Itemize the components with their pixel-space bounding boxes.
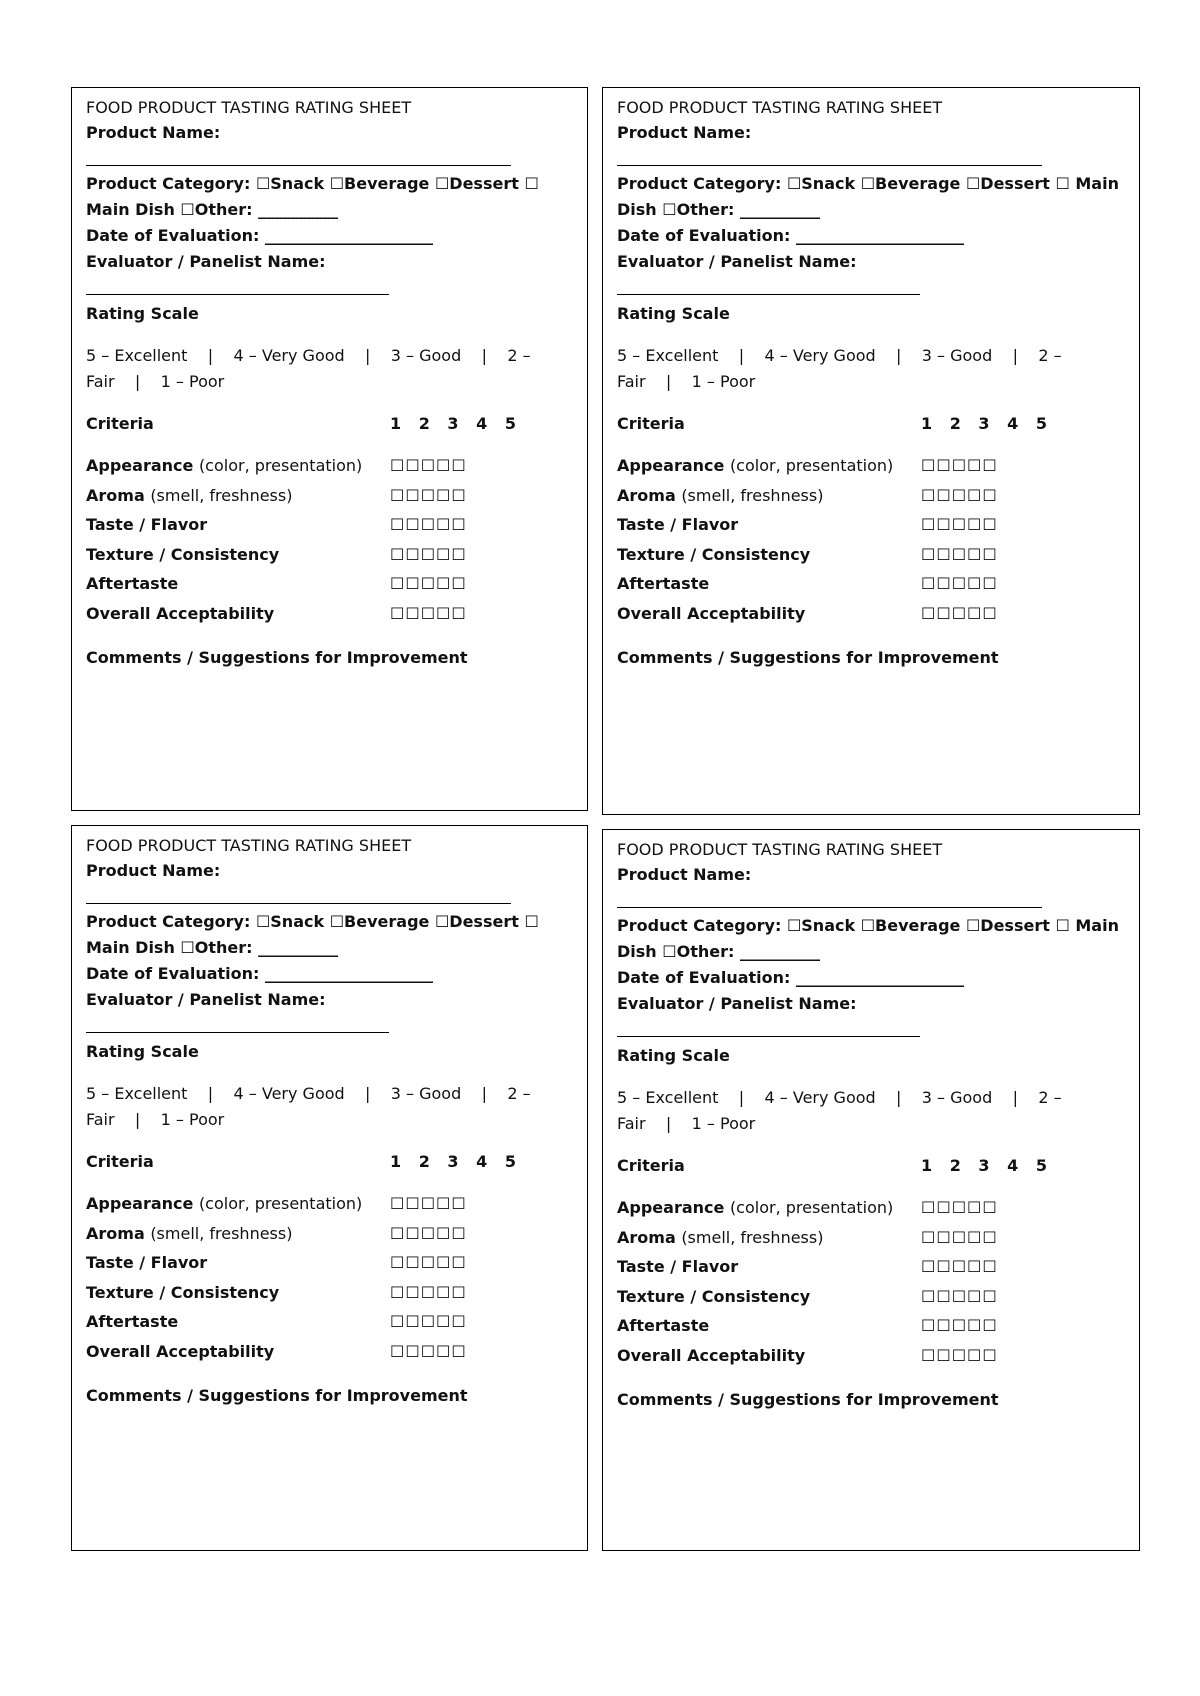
- rating-sheet-card-2: [602, 87, 1140, 815]
- criteria-name: Aftertaste: [86, 1312, 179, 1331]
- date-field[interactable]: _____________________: [796, 226, 964, 245]
- product-name-label: Product Name:: [617, 865, 752, 884]
- criteria-name: Taste / Flavor: [86, 1253, 208, 1272]
- score-checkboxes[interactable]: ☐☐☐☐☐: [390, 1342, 467, 1361]
- product-category-row-2: Main Dish ☐Other: __________: [86, 938, 339, 957]
- category-checkbox-other[interactable]: ☐: [662, 200, 677, 219]
- comments-label: Comments / Suggestions for Improvement: [86, 1386, 468, 1405]
- rating-scale-line-2: Fair | 1 – Poor: [617, 1114, 756, 1133]
- criteria-row-5: [86, 1342, 274, 1362]
- criteria-row-0: [86, 456, 362, 476]
- criteria-note: (smell, freshness): [681, 486, 824, 505]
- product-name-field[interactable]: [86, 903, 511, 904]
- comments-area[interactable]: [86, 678, 566, 788]
- score-checkboxes[interactable]: ☐☐☐☐☐: [390, 604, 467, 623]
- criteria-row-2: [86, 1253, 207, 1273]
- criteria-note: (color, presentation): [729, 456, 894, 475]
- score-checkboxes[interactable]: ☐☐☐☐☐: [921, 1198, 998, 1217]
- criteria-row-0: [86, 1194, 362, 1214]
- category-checkbox-snack[interactable]: ☐: [255, 174, 271, 193]
- sheet-title: FOOD PRODUCT TASTING RATING SHEET: [617, 98, 943, 117]
- criteria-name: Aroma: [86, 486, 145, 505]
- main-word: Main: [1075, 174, 1119, 193]
- category-checkbox-dessert[interactable]: ☐: [965, 174, 981, 193]
- date-field[interactable]: _____________________: [796, 968, 964, 987]
- criteria-name: Taste / Flavor: [86, 515, 208, 534]
- evaluator-label: Evaluator / Panelist Name:: [617, 994, 857, 1013]
- criteria-name: Appearance: [617, 1198, 725, 1217]
- score-checkboxes[interactable]: ☐☐☐☐☐: [921, 545, 998, 564]
- criteria-row-3: [86, 1283, 279, 1303]
- rating-sheet-card-3: [71, 825, 588, 1551]
- product-category-row-1: Product Category: ☐Snack ☐Beverage ☐Dessert ☐: [86, 174, 539, 193]
- criteria-note: (color, presentation): [729, 1198, 894, 1217]
- criteria-row-0: [617, 456, 893, 476]
- criteria-label: Criteria: [617, 414, 685, 433]
- criteria-row-5: [617, 1346, 805, 1366]
- score-checkboxes[interactable]: ☐☐☐☐☐: [390, 574, 467, 593]
- category-checkbox-main-dish[interactable]: ☐: [1055, 174, 1070, 193]
- criteria-name: Taste / Flavor: [617, 515, 739, 534]
- comments-area[interactable]: [617, 678, 1097, 788]
- date-field[interactable]: _____________________: [265, 226, 433, 245]
- score-checkboxes[interactable]: ☐☐☐☐☐: [390, 486, 467, 505]
- category-checkbox-snack[interactable]: ☐: [786, 916, 802, 935]
- criteria-row-1: [617, 486, 823, 506]
- criteria-name: Overall Acceptability: [86, 1342, 275, 1361]
- score-checkboxes[interactable]: ☐☐☐☐☐: [921, 456, 998, 475]
- criteria-name: Texture / Consistency: [617, 1287, 811, 1306]
- product-name-field[interactable]: [617, 907, 1042, 908]
- criteria-note: (smell, freshness): [150, 1224, 293, 1243]
- rating-sheet-card-4: [602, 829, 1140, 1551]
- rating-scale-line-1: 5 – Excellent | 4 – Very Good | 3 – Good | 2 –: [617, 1088, 1062, 1107]
- score-checkboxes[interactable]: ☐☐☐☐☐: [921, 574, 998, 593]
- criteria-name: Texture / Consistency: [617, 545, 811, 564]
- sheet-title: FOOD PRODUCT TASTING RATING SHEET: [86, 98, 412, 117]
- category-checkbox-other[interactable]: ☐: [180, 938, 195, 957]
- evaluator-label: Evaluator / Panelist Name:: [86, 990, 326, 1009]
- product-category-row-1: Product Category: ☐Snack ☐Beverage ☐Dessert ☐ Main: [617, 916, 1119, 935]
- criteria-row-3: [617, 1287, 810, 1307]
- category-checkbox-snack[interactable]: ☐: [255, 912, 271, 931]
- score-checkboxes[interactable]: ☐☐☐☐☐: [921, 1228, 998, 1247]
- product-name-label: Product Name:: [86, 861, 221, 880]
- evaluator-field[interactable]: [86, 1032, 389, 1033]
- other-field[interactable]: __________: [258, 938, 339, 957]
- criteria-note: (color, presentation): [198, 1194, 363, 1213]
- product-name-label: Product Name:: [617, 123, 752, 142]
- other-field[interactable]: __________: [258, 200, 339, 219]
- product-name-field[interactable]: [86, 165, 511, 166]
- other-field[interactable]: __________: [739, 200, 820, 219]
- main-word: Main: [1075, 916, 1119, 935]
- category-checkbox-main-dish[interactable]: ☐: [524, 174, 539, 193]
- category-checkbox-other[interactable]: ☐: [180, 200, 195, 219]
- criteria-row-4: [86, 1312, 178, 1332]
- sheet-title: FOOD PRODUCT TASTING RATING SHEET: [617, 840, 943, 859]
- score-checkboxes[interactable]: ☐☐☐☐☐: [921, 486, 998, 505]
- score-checkboxes[interactable]: ☐☐☐☐☐: [390, 545, 467, 564]
- criteria-name: Aroma: [617, 1228, 676, 1247]
- rating-scale-line-2: Fair | 1 – Poor: [86, 1110, 225, 1129]
- product-category-row-1: Product Category: ☐Snack ☐Beverage ☐Dessert ☐: [86, 912, 539, 931]
- comments-label: Comments / Suggestions for Improvement: [617, 1390, 999, 1409]
- criteria-name: Aroma: [617, 486, 676, 505]
- product-category-row-2: Dish ☐Other: __________: [617, 942, 820, 961]
- criteria-note: (smell, freshness): [681, 1228, 824, 1247]
- criteria-name: Taste / Flavor: [617, 1257, 739, 1276]
- product-category-row-2: Dish ☐Other: __________: [617, 200, 820, 219]
- comments-area[interactable]: [617, 1420, 1097, 1530]
- category-checkbox-dessert[interactable]: ☐: [434, 174, 450, 193]
- criteria-row-4: [86, 574, 178, 594]
- criteria-name: Overall Acceptability: [617, 1346, 806, 1365]
- date-row: Date of Evaluation: _____________________: [617, 968, 964, 987]
- score-header: 1 2 3 4 5: [921, 414, 1053, 433]
- score-checkboxes[interactable]: ☐☐☐☐☐: [921, 1346, 998, 1365]
- other-field[interactable]: __________: [739, 942, 820, 961]
- date-row: Date of Evaluation: _____________________: [86, 964, 433, 983]
- product-category-row-1: Product Category: ☐Snack ☐Beverage ☐Dessert ☐ Main: [617, 174, 1119, 193]
- criteria-note: (color, presentation): [198, 456, 363, 475]
- criteria-row-3: [617, 545, 810, 565]
- criteria-row-4: [617, 1316, 709, 1336]
- score-checkboxes[interactable]: ☐☐☐☐☐: [390, 1312, 467, 1331]
- criteria-row-1: [86, 486, 292, 506]
- criteria-name: Aftertaste: [617, 574, 710, 593]
- product-name-field[interactable]: [617, 165, 1042, 166]
- criteria-name: Appearance: [86, 456, 194, 475]
- score-checkboxes[interactable]: ☐☐☐☐☐: [390, 456, 467, 475]
- rating-scale-line-1: 5 – Excellent | 4 – Very Good | 3 – Good | 2 –: [617, 346, 1062, 365]
- rating-scale-label: Rating Scale: [617, 1046, 730, 1065]
- product-category-row-2: Main Dish ☐Other: __________: [86, 200, 339, 219]
- rating-scale-label: Rating Scale: [86, 1042, 199, 1061]
- evaluator-label: Evaluator / Panelist Name:: [86, 252, 326, 271]
- score-checkboxes[interactable]: ☐☐☐☐☐: [921, 1316, 998, 1335]
- rating-scale-line-2: Fair | 1 – Poor: [86, 372, 225, 391]
- category-checkbox-other[interactable]: ☐: [662, 942, 677, 961]
- criteria-name: Appearance: [617, 456, 725, 475]
- comments-label: Comments / Suggestions for Improvement: [617, 648, 999, 667]
- category-checkbox-beverage[interactable]: ☐: [860, 916, 876, 935]
- criteria-name: Texture / Consistency: [86, 545, 280, 564]
- comments-label: Comments / Suggestions for Improvement: [86, 648, 468, 667]
- date-field[interactable]: _____________________: [265, 964, 433, 983]
- evaluator-label: Evaluator / Panelist Name:: [617, 252, 857, 271]
- score-checkboxes[interactable]: ☐☐☐☐☐: [921, 515, 998, 534]
- criteria-row-1: [617, 1228, 823, 1248]
- category-checkbox-dessert[interactable]: ☐: [434, 912, 450, 931]
- criteria-label: Criteria: [617, 1156, 685, 1175]
- criteria-row-2: [617, 1257, 738, 1277]
- criteria-row-2: [86, 515, 207, 535]
- criteria-row-2: [617, 515, 738, 535]
- product-name-label: Product Name:: [86, 123, 221, 142]
- criteria-name: Texture / Consistency: [86, 1283, 280, 1302]
- rating-scale-line-1: 5 – Excellent | 4 – Very Good | 3 – Good | 2 –: [86, 1084, 531, 1103]
- criteria-name: Overall Acceptability: [86, 604, 275, 623]
- score-checkboxes[interactable]: ☐☐☐☐☐: [921, 604, 998, 623]
- criteria-label: Criteria: [86, 1152, 154, 1171]
- rating-scale-label: Rating Scale: [86, 304, 199, 323]
- score-checkboxes[interactable]: ☐☐☐☐☐: [921, 1287, 998, 1306]
- criteria-name: Aroma: [86, 1224, 145, 1243]
- score-checkboxes[interactable]: ☐☐☐☐☐: [390, 1224, 467, 1243]
- criteria-row-4: [617, 574, 709, 594]
- rating-scale-line-2: Fair | 1 – Poor: [617, 372, 756, 391]
- category-checkbox-dessert[interactable]: ☐: [965, 916, 981, 935]
- criteria-name: Aftertaste: [86, 574, 179, 593]
- evaluator-field[interactable]: [86, 294, 389, 295]
- criteria-note: (smell, freshness): [150, 486, 293, 505]
- criteria-name: Appearance: [86, 1194, 194, 1213]
- date-row: Date of Evaluation: _____________________: [617, 226, 964, 245]
- score-checkboxes[interactable]: ☐☐☐☐☐: [390, 1253, 467, 1272]
- date-row: Date of Evaluation: _____________________: [86, 226, 433, 245]
- score-header: 1 2 3 4 5: [390, 414, 522, 433]
- score-checkboxes[interactable]: ☐☐☐☐☐: [390, 1194, 467, 1213]
- score-header: 1 2 3 4 5: [390, 1152, 522, 1171]
- category-checkbox-beverage[interactable]: ☐: [329, 174, 345, 193]
- category-checkbox-main-dish[interactable]: ☐: [524, 912, 539, 931]
- evaluator-field[interactable]: [617, 294, 920, 295]
- criteria-row-5: [86, 604, 274, 624]
- rating-scale-label: Rating Scale: [617, 304, 730, 323]
- sheet-title: FOOD PRODUCT TASTING RATING SHEET: [86, 836, 412, 855]
- criteria-row-3: [86, 545, 279, 565]
- criteria-row-1: [86, 1224, 292, 1244]
- comments-area[interactable]: [86, 1416, 566, 1526]
- category-checkbox-beverage[interactable]: ☐: [860, 174, 876, 193]
- criteria-row-5: [617, 604, 805, 624]
- category-checkbox-snack[interactable]: ☐: [786, 174, 802, 193]
- rating-scale-line-1: 5 – Excellent | 4 – Very Good | 3 – Good | 2 –: [86, 346, 531, 365]
- evaluator-field[interactable]: [617, 1036, 920, 1037]
- criteria-name: Overall Acceptability: [617, 604, 806, 623]
- score-checkboxes[interactable]: ☐☐☐☐☐: [390, 515, 467, 534]
- criteria-label: Criteria: [86, 414, 154, 433]
- rating-sheet-card-1: [71, 87, 588, 811]
- score-header: 1 2 3 4 5: [921, 1156, 1053, 1175]
- category-checkbox-main-dish[interactable]: ☐: [1055, 916, 1070, 935]
- category-checkbox-beverage[interactable]: ☐: [329, 912, 345, 931]
- score-checkboxes[interactable]: ☐☐☐☐☐: [390, 1283, 467, 1302]
- criteria-row-0: [617, 1198, 893, 1218]
- score-checkboxes[interactable]: ☐☐☐☐☐: [921, 1257, 998, 1276]
- criteria-name: Aftertaste: [617, 1316, 710, 1335]
